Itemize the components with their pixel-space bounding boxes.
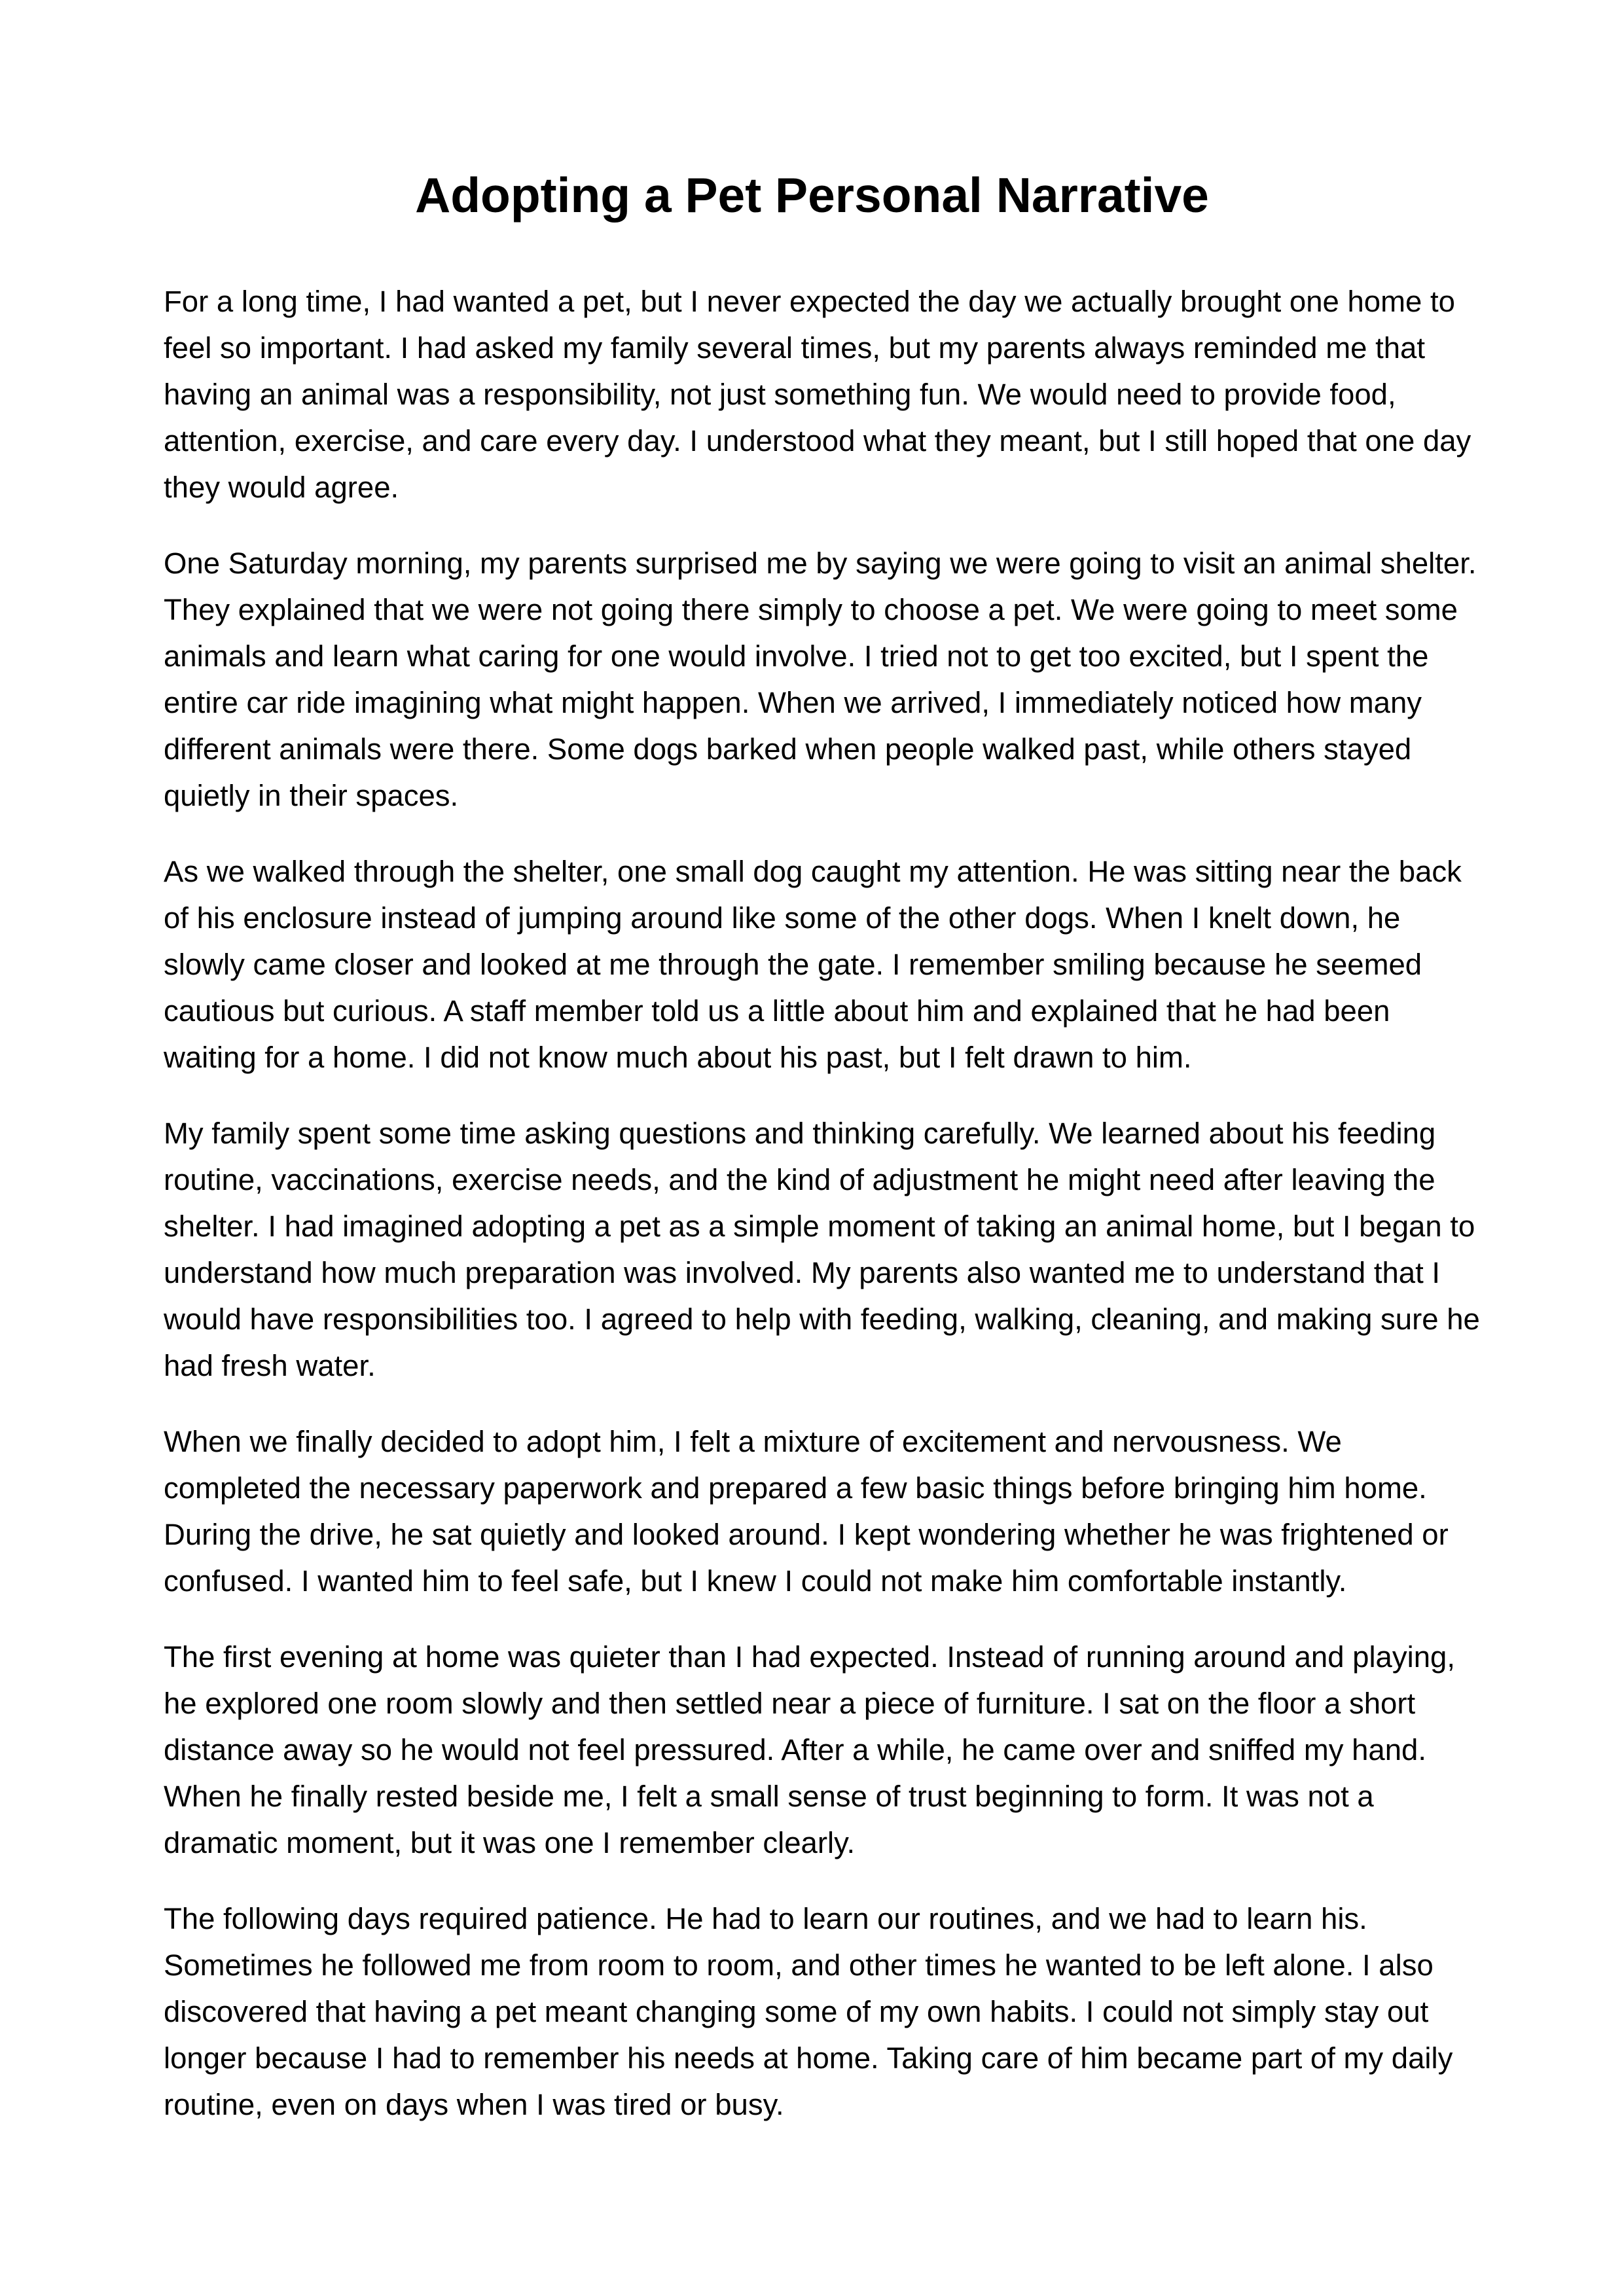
paragraph: For a long time, I had wanted a pet, but I never expected the day we actually brought one home to feel so important. I had asked my family several times, but my parents always reminded me that having an animal was a responsibility, not just something fun. We would need to provide food, attention, exercise, and care every day. I understood what they meant, but I still hoped that one day they would agree. (164, 285, 1471, 504)
paragraph: One Saturday morning, my parents surprised me by saying we were going to visit an animal shelter. They explained that we were not going there simply to choose a pet. We were going to meet some animals and learn what caring for one would involve. I tried not to get too excited, but I spent the entire car ride imagining what might happen. When we arrived, I immediately noticed how many different animals were there. Some dogs barked when people walked past, while others stayed quietly in their spaces. (164, 547, 1477, 812)
paragraph: When we finally decided to adopt him, I felt a mixture of excitement and nervousness. We completed the necessary paperwork and prepared a few basic things before bringing him home. During the drive, he sat quietly and looked around. I kept wondering whether he was frightened or confused. I wanted him to feel safe, but I knew I could not make him comfortable instantly. (164, 1425, 1449, 1598)
paragraph: As we walked through the shelter, one small dog caught my attention. He was sitting near the back of his enclosure instead of jumping around like some of the other dogs. When I knelt down, he slowly came closer and looked at me through the gate. I remember smiling because he seemed cautious but curious. A staff member told us a little about him and explained that he had been waiting for a home. I did not know much about his past, but I felt drawn to him. (164, 855, 1462, 1074)
document-title: Adopting a Pet Personal Narrative (415, 168, 1209, 223)
paragraph: My family spent some time asking questions and thinking carefully. We learned about his feeding routine, vaccinations, exercise needs, and the kind of adjustment he might need after leaving the shelter. I had imagined adopting a pet as a simple moment of taking an animal home, but I began to understand how much preparation was involved. My parents also wanted me to understand that I would have responsibilities too. I agreed to help with feeding, walking, cleaning, and making sure he had fresh water. (164, 1117, 1480, 1382)
document-body (164, 278, 1486, 2157)
paragraph: The following days required patience. He had to learn our routines, and we had to learn his. Sometimes he followed me from room to room, and other times he wanted to be left alone. I also discovered that having a pet meant changing some of my own habits. I could not simply stay out longer because I had to remember his needs at home. Taking care of him became part of my daily routine, even on days when I was tired or busy. (164, 1902, 1453, 2121)
paragraph: The first evening at home was quieter than I had expected. Instead of running around and playing, he explored one room slowly and then settled near a piece of furniture. I sat on the floor a short distance away so he would not feel pressured. After a while, he came over and sniffed my hand. When he finally rested beside me, I felt a small sense of trust beginning to form. It was not a dramatic moment, but it was one I remember clearly. (164, 1640, 1455, 1859)
